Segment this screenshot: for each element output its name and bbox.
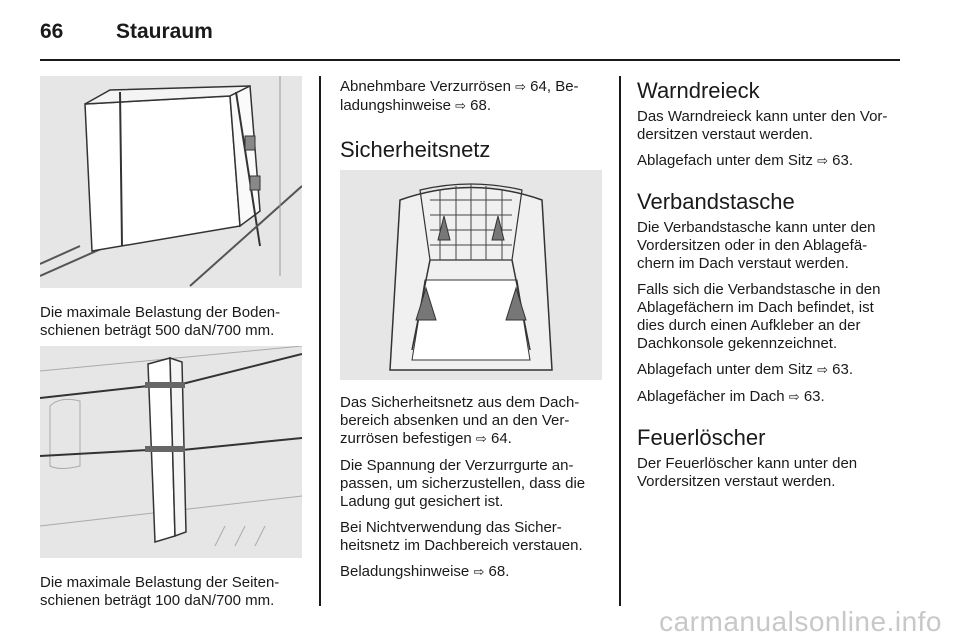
arrow-icon[interactable]: ⇨ (475, 432, 487, 447)
arrow-icon[interactable]: ⇨ (473, 565, 485, 580)
arrow-icon[interactable]: ⇨ (817, 154, 829, 169)
figure-floor-rails (40, 76, 302, 288)
caption-floor-rails (40, 304, 310, 340)
floor-rail-illustration (40, 76, 302, 288)
paragraph: Die Verbandstasche kann unter den Vordersitzen oder in den Ablagefä- chern im Dach verstaut werden. (637, 219, 876, 272)
heading-feuerloescher: Feuerlöscher (637, 425, 766, 450)
caption-line: schienen beträgt 100 daN/700 mm. (40, 592, 275, 609)
column-divider-2 (619, 76, 621, 606)
heading-verbandstasche: Verbandstasche (637, 189, 795, 214)
caption-line: schienen beträgt 500 daN/700 mm. (40, 322, 275, 339)
column-divider-1 (319, 76, 321, 606)
col2-body (340, 394, 612, 590)
intro-line: Abnehmbare Verzurrösen ⇨ 64, Be- (340, 78, 579, 95)
page-number: 66 (40, 20, 64, 43)
figure-side-rails (40, 346, 302, 558)
header-rule (40, 59, 900, 61)
paragraph: Ablagefach unter dem Sitz ⇨ 63. (637, 361, 854, 378)
paragraph: Beladungshinweise ⇨ 68. (340, 563, 510, 580)
section-title: Stauraum (116, 20, 213, 43)
paragraph: Bei Nichtverwendung das Sicher- heitsnetz im Dachbereich verstauen. (340, 519, 583, 554)
arrow-icon[interactable]: ⇨ (455, 99, 466, 114)
page-header (40, 20, 213, 46)
intro-line: ladungshinweise ⇨ 68. (340, 97, 492, 114)
safety-net-illustration (340, 170, 602, 380)
paragraph: Das Sicherheitsnetz aus dem Dach- bereich absenken und an den Ver- zurrösen befestigen ⇨ 64. (340, 394, 580, 447)
side-rail-illustration (40, 346, 302, 558)
watermark: carmanualsonline.info (659, 606, 942, 637)
arrow-icon[interactable]: ⇨ (788, 390, 800, 405)
paragraph: Ablagefächer im Dach ⇨ 63. (637, 388, 825, 405)
figure-safety-net (340, 170, 602, 380)
paragraph: Ablagefach unter dem Sitz ⇨ 63. (637, 152, 854, 169)
heading-warndreieck: Warndreieck (637, 78, 760, 103)
paragraph: Der Feuerlöscher kann unter den Vordersitzen verstaut werden. (637, 455, 858, 490)
caption-side-rails (40, 574, 310, 610)
intro-paragraph (340, 78, 610, 116)
paragraph: Das Warndreieck kann unter den Vor- dersitzen verstaut werden. (637, 108, 888, 143)
paragraph: Die Spannung der Verzurrgurte an- passen, um sicherzustellen, dass die Ladung gut gesichert ist. (340, 457, 586, 510)
caption-line: Die maximale Belastung der Boden- (40, 304, 281, 321)
caption-line: Die maximale Belastung der Seiten- (40, 574, 280, 591)
arrow-icon[interactable]: ⇨ (515, 80, 527, 95)
col3-body (637, 78, 909, 499)
arrow-icon[interactable]: ⇨ (817, 363, 829, 378)
heading-sicherheitsnetz: Sicherheitsnetz (340, 137, 491, 162)
paragraph: Falls sich die Verbandstasche in den Ablagefächern im Dach befindet, ist dies durch einen Aufkleber an der Dachkonsole gekennzeichnet. (637, 281, 881, 352)
